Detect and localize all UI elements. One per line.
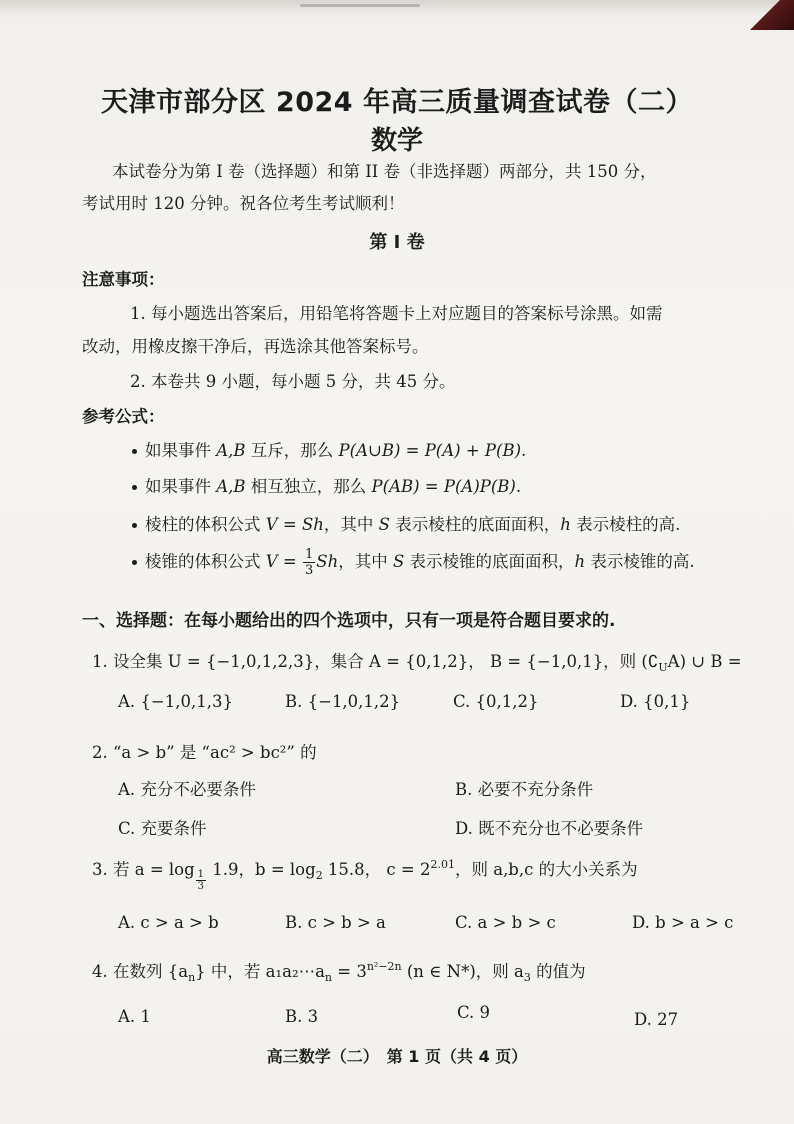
formula-2-vars: A,B: [216, 477, 246, 496]
note-item-1-line-2: 改动，用橡皮擦干净后，再选涂其他答案标号。: [82, 337, 429, 356]
q3-option-d[interactable]: D. b > a > c: [632, 913, 734, 932]
formula-4: [132, 547, 695, 578]
note-item-1-line-1: 1. 每小题选出答案后，用铅笔将答题卡上对应题目的答案标号涂黑。如需: [130, 304, 663, 323]
q3-option-c[interactable]: C. a > b > c: [455, 913, 556, 932]
log-base-denominator: 3: [197, 881, 205, 892]
q4-option-b[interactable]: B. 3: [285, 1007, 319, 1026]
q2-option-c[interactable]: C. 充要条件: [118, 819, 207, 838]
q1-option-b[interactable]: B. {−1,0,1,2}: [285, 692, 401, 711]
formula-3-h: h: [560, 515, 571, 534]
q1-option-a[interactable]: A. {−1,0,1,3}: [118, 692, 233, 711]
question-3-text: 3. 若 a = log: [92, 860, 195, 879]
formula-4-s: S: [392, 552, 405, 571]
n-subscript-2: n: [324, 971, 332, 984]
bullet: [132, 560, 137, 565]
note-item-2: 2. 本卷共 9 小题，每小题 5 分，共 45 分。: [130, 372, 456, 391]
question-4-text-mid: } 中，若 a₁a₂⋯a: [195, 962, 325, 981]
formula-3-expression: V = Sh: [265, 515, 324, 534]
question-3-stem: [92, 856, 638, 892]
formula-1-vars: A,B: [216, 441, 246, 460]
q2-option-a[interactable]: A. 充分不必要条件: [118, 780, 256, 799]
formula-1-end: .: [521, 441, 527, 460]
log-base-fraction: [196, 869, 206, 892]
question-4-stem: [92, 958, 586, 984]
bullet: [132, 485, 137, 490]
formula-3-desc-2: 表示棱柱的高.: [570, 515, 681, 534]
question-1-text: 1. 设全集 U = {−1,0,1,2,3}，集合 A = {0,1,2}， B = {−1,0,1}，则 (∁: [92, 652, 659, 671]
fraction-denominator: 3: [304, 563, 314, 578]
scan-artifact: [300, 4, 420, 7]
subject-title: 数学: [370, 126, 423, 156]
formula-2-end: .: [515, 477, 522, 496]
formula-2-expression: P(AB) = P(A)P(B): [371, 477, 516, 496]
q3-option-a[interactable]: A. c > a > b: [118, 913, 219, 932]
a3-subscript: 3: [523, 971, 531, 984]
formula-2: [132, 473, 521, 497]
q4-option-d[interactable]: D. 27: [634, 1010, 679, 1029]
log2-base: 2: [315, 869, 323, 882]
formula-2-mid: 相互独立，那么: [245, 477, 372, 496]
intro-line-2: 考试用时 120 分钟。祝各位考生考试顺利！: [82, 194, 405, 213]
q1-option-d[interactable]: D. {0,1}: [620, 692, 691, 711]
formula-1-expression: P(A∪B) = P(A) + P(B): [338, 441, 522, 460]
q2-option-d[interactable]: D. 既不充分也不必要条件: [455, 819, 644, 838]
formula-1: [132, 437, 526, 461]
n-subscript: n: [188, 971, 196, 984]
bullet: [132, 449, 137, 454]
formula-4-v: V =: [265, 552, 302, 571]
question-1-subscript: U: [658, 661, 668, 674]
c-exponent: 2.01: [430, 858, 455, 871]
formulas-heading: 参考公式：: [82, 407, 165, 426]
formula-3: [132, 511, 680, 535]
question-4-text-eq: = 3: [332, 962, 367, 981]
question-3-text-mid2: 15.8， c = 2: [322, 860, 431, 879]
exam-title: 天津市部分区 2024 年高三质量调查试卷（二）: [101, 87, 693, 118]
formula-4-mid: ，其中: [338, 552, 393, 571]
question-3-text-mid: 1.9，b = log: [207, 860, 316, 879]
intro-line-1: 本试卷分为第 I 卷（选择题）和第 II 卷（非选择题）两部分，共 150 分，: [112, 162, 657, 181]
q4-option-c[interactable]: C. 9: [457, 1003, 491, 1022]
formula-3-text: 棱柱的体积公式: [145, 515, 266, 534]
question-1-stem: [92, 648, 742, 674]
q2-option-b[interactable]: B. 必要不充分条件: [455, 780, 594, 799]
formula-4-desc-1: 表示棱锥的底面面积，: [404, 552, 575, 571]
formula-4-sh: Sh: [316, 552, 339, 571]
formula-3-desc-1: 表示棱柱的底面面积，: [389, 515, 561, 534]
question-4-text: 4. 在数列 {a: [92, 962, 189, 981]
formula-1-mid: 互斥，那么: [245, 441, 339, 460]
bullet: [132, 523, 137, 528]
section-heading: 一、选择题：在每小题给出的四个选项中，只有一项是符合题目要求的.: [82, 611, 616, 631]
question-4-text-cond: (n ∈ N*)，则 a: [401, 962, 524, 981]
exponent: n²−2n: [366, 960, 402, 973]
scan-corner-artifact: [750, 0, 794, 30]
scan-top-edge: [0, 0, 794, 14]
q1-option-c[interactable]: C. {0,1,2}: [453, 692, 539, 711]
notes-heading: 注意事项：: [82, 270, 165, 289]
formula-3-s: S: [378, 515, 390, 534]
page-footer: 高三数学（二） 第 1 页（共 4 页）: [266, 1047, 528, 1066]
q3-option-b[interactable]: B. c > b > a: [285, 913, 386, 932]
formula-3-mid: ，其中: [323, 515, 379, 534]
q4-option-a[interactable]: A. 1: [118, 1007, 151, 1026]
formula-4-h: h: [574, 552, 586, 571]
fraction: [303, 547, 315, 578]
fraction-numerator: 1: [304, 547, 314, 562]
question-4-text-end: 的值为: [530, 962, 586, 981]
question-1-text-end: A) ∪ B =: [667, 652, 742, 671]
question-3-text-end: ，则 a,b,c 的大小关系为: [454, 860, 638, 879]
formula-2-text: 如果事件: [145, 477, 217, 496]
part-label: 第 I 卷: [369, 232, 425, 253]
log-base-numerator: 1: [197, 869, 205, 880]
question-2-stem: 2. “a > b” 是 “ac² > bc²” 的: [92, 743, 317, 762]
formula-1-text: 如果事件: [145, 441, 217, 460]
formula-4-text: 棱锥的体积公式: [145, 552, 266, 571]
formula-4-desc-2: 表示棱锥的高.: [585, 552, 695, 571]
